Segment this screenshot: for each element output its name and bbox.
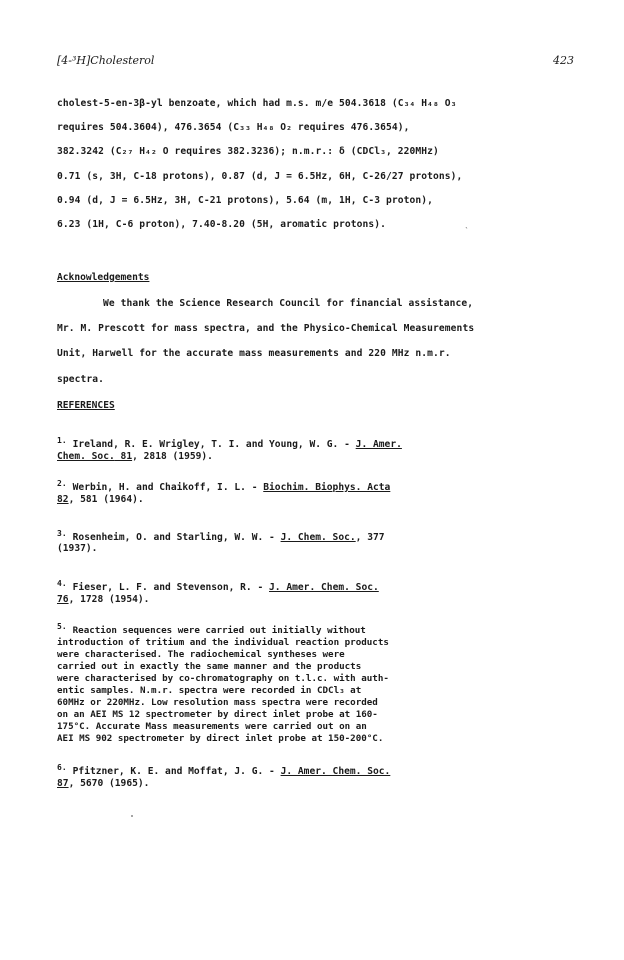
reference-number: 3. — [57, 529, 67, 538]
note-line: 175°C. Accurate Mass measurements were carried out on an — [57, 721, 367, 732]
note-line: were characterised. The radiochemical syntheses were — [57, 649, 345, 660]
reference-pages: , 2818 (1959). — [132, 451, 213, 462]
reference-journal: Biochim. Biophys. Acta — [263, 482, 391, 493]
body-line: 6.23 (1H, C-6 proton), 7.40-8.20 (5H, aromatic protons). — [57, 219, 387, 230]
stray-mark: ˎ — [464, 219, 469, 228]
reference-volume: 81 — [114, 451, 133, 462]
reference-continuation — [57, 543, 97, 554]
reference-number: 1. — [57, 436, 67, 445]
reference-volume: 87 — [57, 778, 69, 789]
note-line: Reaction sequences were carried out initially without — [72, 625, 366, 636]
reference-journal: Chem. Soc. — [57, 451, 115, 462]
reference-continuation — [57, 594, 149, 605]
ack-line: spectra. — [57, 374, 105, 385]
reference-item — [57, 479, 390, 493]
reference-journal: J. Amer. Chem. Soc. — [280, 766, 391, 777]
reference-continuation — [57, 778, 149, 789]
references-heading: REFERENCES — [57, 400, 115, 411]
note-line: on an AEI MS 12 spectrometer by direct inlet probe at 160- — [57, 709, 378, 720]
body-line: 382.3242 (C₂₇ H₄₂ O requires 382.3236); n.m.r.: δ (CDCl₃, 220MHz) — [57, 146, 439, 157]
reference-journal: J. Amer. — [355, 439, 402, 450]
body-line: cholest-5-en-3β-yl benzoate, which had m.s. m/e 504.3618 (C₃₄ H₄₈ O₃ — [57, 98, 457, 109]
note-line: entic samples. N.m.r. spectra were recorded in CDCl₃ at — [57, 685, 362, 696]
reference-authors: Rosenheim, O. and Starling, W. W. - — [72, 532, 281, 543]
reference-number: 4. — [57, 579, 67, 588]
ack-line: We thank the Science Research Council for financial assistance, — [103, 298, 474, 309]
reference-note — [57, 621, 389, 745]
page-number: 423 — [553, 54, 574, 67]
note-line: introduction of tritium and the individual reaction products — [57, 637, 389, 648]
reference-pages: , 5670 (1965). — [68, 778, 150, 789]
reference-authors: Werbin, H. and Chaikoff, I. L. - — [72, 482, 264, 493]
reference-continuation — [57, 451, 213, 462]
reference-item — [57, 436, 402, 450]
ack-line: Mr. M. Prescott for mass spectra, and the Physico-Chemical Measurements — [57, 323, 475, 334]
body-line: requires 504.3604), 476.3654 (C₃₃ H₄₈ O₂ requires 476.3654), — [57, 122, 410, 133]
reference-number: 2. — [57, 479, 67, 488]
body-line: 0.94 (d, J = 6.5Hz, 3H, C-21 protons), 5.64 (m, 1H, C-3 proton), — [57, 195, 434, 206]
reference-pages: , 377 — [355, 532, 385, 543]
note-line: were characterised by co-chromatography on t.l.c. with auth- — [57, 673, 389, 684]
reference-item — [57, 529, 385, 543]
reference-authors: Fieser, L. F. and Stevenson, R. - — [72, 582, 270, 593]
reference-number: 6. — [57, 763, 67, 772]
ack-line: Unit, Harwell for the accurate mass measurements and 220 MHz n.m.r. — [57, 348, 451, 359]
reference-item — [57, 763, 390, 777]
reference-continuation — [57, 494, 144, 505]
stray-dot — [131, 815, 133, 817]
reference-volume: 82 — [57, 494, 69, 505]
reference-volume: 76 — [57, 594, 69, 605]
reference-authors: Pfitzner, K. E. and Moffat, J. G. - — [72, 766, 281, 777]
reference-pages: , 1728 (1954). — [68, 594, 150, 605]
reference-authors: Ireland, R. E. Wrigley, T. I. and Young, W. G. - — [72, 439, 356, 450]
reference-journal: J. Amer. Chem. Soc. — [269, 582, 379, 593]
running-header-title: [4-³H]Cholesterol — [57, 54, 155, 67]
reference-year: (1937). — [57, 543, 98, 554]
body-line: 0.71 (s, 3H, C-18 protons), 0.87 (d, J = 6.5Hz, 6H, C-26/27 protons), — [57, 171, 463, 182]
reference-pages: , 581 (1964). — [68, 494, 144, 505]
reference-item — [57, 579, 379, 593]
acknowledgements-heading: Acknowledgements — [57, 272, 150, 283]
reference-number: 5. — [57, 622, 67, 631]
note-line: 60MHz or 220MHz. Low resolution mass spectra were recorded — [57, 697, 378, 708]
note-line: AEI MS 902 spectrometer by direct inlet probe at 150-200°C. — [57, 733, 384, 744]
reference-journal: J. Chem. Soc. — [280, 532, 356, 543]
note-line: carried out in exactly the same manner and the products — [57, 661, 362, 672]
